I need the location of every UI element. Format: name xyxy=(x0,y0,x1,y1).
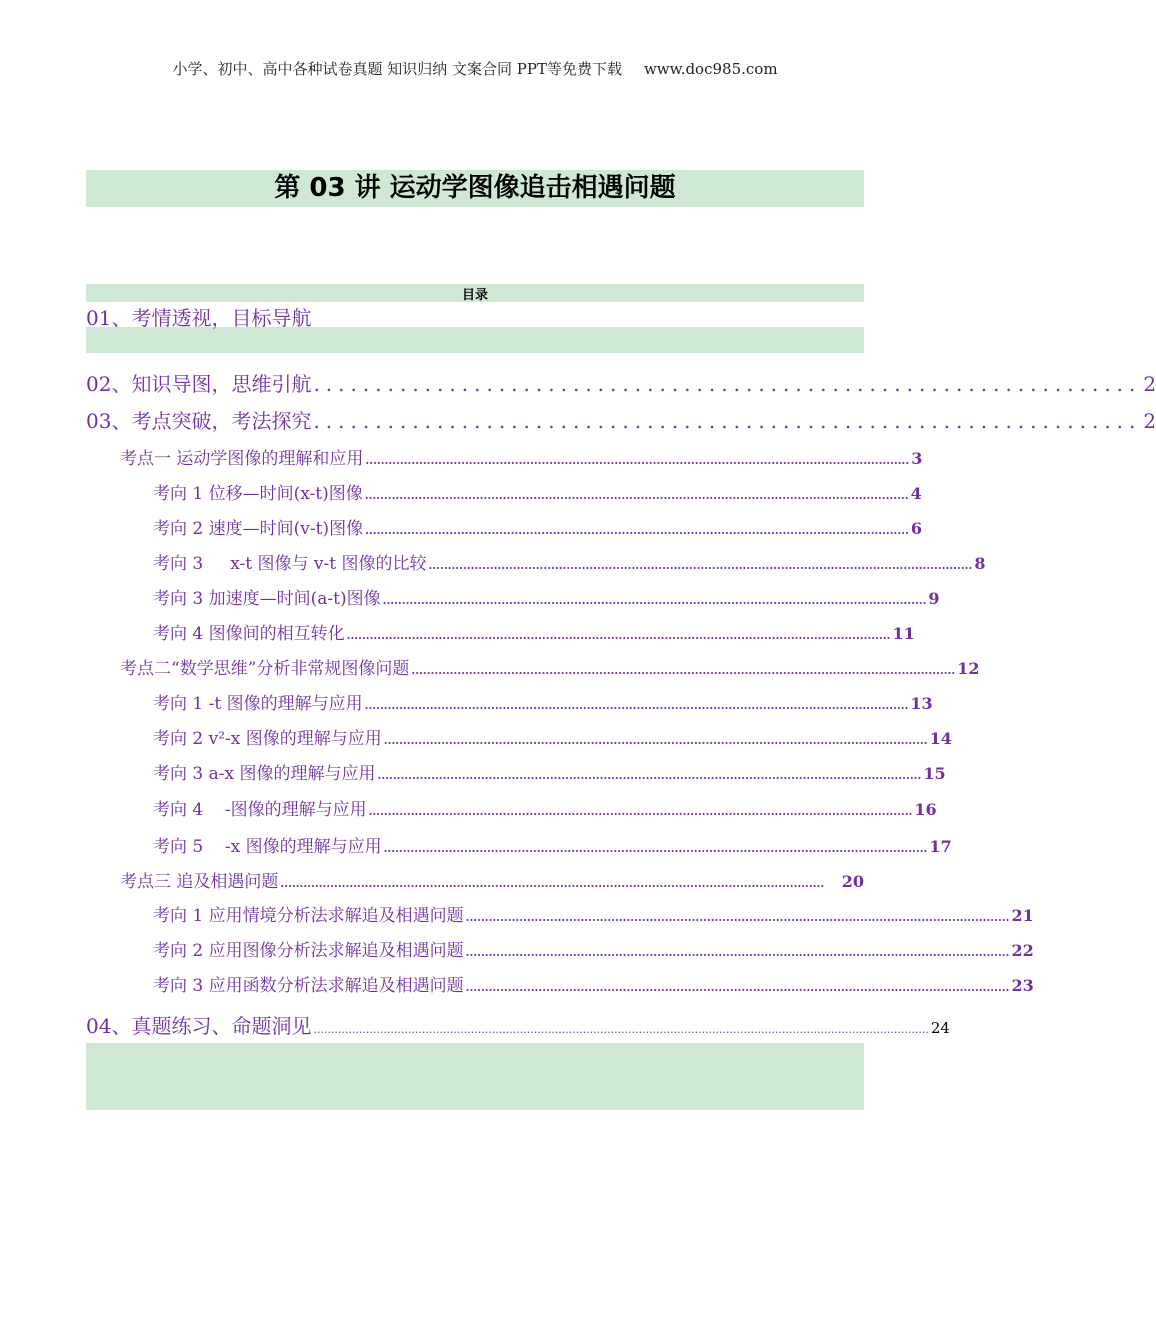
toc-leader-dots: ................................................................... xyxy=(313,409,1142,433)
toc-entry-label: 考向 1 应用情境分析法求解追及相遇问题 xyxy=(153,906,464,926)
toc-entry-kaoxiang[interactable] xyxy=(153,795,937,820)
toc-entry-label: 考向 2 应用图像分析法求解追及相遇问题 xyxy=(153,941,464,961)
toc-entry-page: 8 xyxy=(974,554,986,573)
toc-entry-kaoxiang[interactable] xyxy=(153,514,923,539)
page-header xyxy=(0,58,950,79)
toc-entry-label: 考向 5 -x 图像的理解与应用 xyxy=(153,837,382,857)
toc-entry-label: 考向 1 位移—时间(x-t)图像 xyxy=(153,484,363,504)
toc-entry-04[interactable] xyxy=(86,1010,950,1039)
toc-entry-02[interactable] xyxy=(86,368,1156,397)
toc-entry-kaoxiang[interactable] xyxy=(153,619,915,644)
toc-entry-kaoxiang[interactable] xyxy=(153,584,940,609)
toc-entry-page: 20 xyxy=(841,872,864,891)
toc-entry-kaoxiang[interactable] xyxy=(153,724,952,749)
toc-leader-dots: .............................................................................................................................................. xyxy=(465,946,1010,959)
toc-entry-page: 24 xyxy=(930,1019,950,1037)
toc-entry-kaoxiang[interactable] xyxy=(153,901,1034,926)
toc-entry-kaoxiang[interactable] xyxy=(153,759,946,784)
toc-leader-dots: ................................................................... xyxy=(313,372,1142,396)
toc-entry-03[interactable] xyxy=(86,405,1156,434)
toc-entry-page: 23 xyxy=(1011,976,1034,995)
toc-entry-page: 12 xyxy=(957,659,980,678)
toc-leader-dots: .............................................................................................................................................. xyxy=(346,629,891,642)
toc-entry-page: 6 xyxy=(910,519,923,538)
toc-entry-page: 16 xyxy=(914,800,937,819)
toc-entry-kaoxiang[interactable] xyxy=(153,971,1034,996)
toc-entry-label: 考向 2 v²-x 图像的理解与应用 xyxy=(153,729,382,749)
toc-leader-dots: .............................................................................................................................................. xyxy=(382,594,927,607)
toc-entry-kaoxiang[interactable] xyxy=(153,832,952,857)
toc-leader-dots: .............................................................................................................................................. xyxy=(280,877,825,890)
header-url[interactable]: www.doc985.com xyxy=(643,60,778,78)
toc-entry-label: 考向 2 速度—时间(v-t)图像 xyxy=(153,519,364,539)
toc-entry-kaoxiang[interactable] xyxy=(153,479,922,504)
toc-entry-page: 13 xyxy=(910,694,933,713)
toc-heading-band xyxy=(86,284,864,302)
toc-entry-label: 考点二“数学思维”分析非常规图像问题 xyxy=(120,659,410,679)
toc-entry-page: 2 xyxy=(1143,372,1156,396)
toc-entry-page: 9 xyxy=(928,589,940,608)
header-text: 小学、初中、高中各种试卷真题 知识归纳 文案合同 PPT等免费下载 xyxy=(172,60,622,78)
toc-leader-dots: .............................................................................................................................................. xyxy=(364,699,909,712)
toc-entry-label: 考点三 追及相遇问题 xyxy=(120,872,279,892)
toc-leader-dots: .............................................................................................................................................. xyxy=(365,454,910,467)
toc-entry-label: 考向 3 x-t 图像与 v-t 图像的比较 xyxy=(153,554,427,574)
toc-entry-kaoxiang[interactable] xyxy=(153,549,986,574)
toc-leader-dots: .............................................................................................................................................. xyxy=(428,559,973,572)
toc-entry-01[interactable]: 01、考情透视，目标导航 xyxy=(86,306,312,330)
toc-leader-dots: .............................................................................................................................................. xyxy=(383,734,928,747)
toc-heading: 目录 xyxy=(461,288,488,303)
toc-entry-label: 考向 3 应用函数分析法求解追及相遇问题 xyxy=(153,976,464,996)
toc-leader-dots: .............................................................................................................................................. xyxy=(411,664,956,677)
title-band xyxy=(86,170,864,207)
toc-entry-label: 考向 4 图像间的相互转化 xyxy=(153,624,345,644)
toc-entry-page: 15 xyxy=(923,764,946,783)
toc-entry-kaoxiang[interactable] xyxy=(153,936,1034,961)
document-title: 第 03 讲 运动学图像追击相遇问题 xyxy=(274,173,676,203)
toc-entry-label: 考向 1 -t 图像的理解与应用 xyxy=(153,694,363,714)
toc-entry-kaoxiang[interactable] xyxy=(153,689,933,714)
toc-entry-page: 3 xyxy=(911,449,923,468)
toc-entry-label: 考向 3 a-x 图像的理解与应用 xyxy=(153,764,376,784)
toc-entry-label: 考向 4 -图像的理解与应用 xyxy=(153,800,367,820)
toc-entry-label: 考点一 运动学图像的理解和应用 xyxy=(120,449,364,469)
bottom-band xyxy=(86,1043,864,1110)
toc-entry-page: 11 xyxy=(892,624,915,643)
toc-entry-page: 22 xyxy=(1011,941,1034,960)
toc-leader-dots: ................................................................................................................................................................................ xyxy=(313,1023,929,1036)
toc-entry-kaodian-3[interactable] xyxy=(120,867,864,892)
toc-entry-label: 03、考点突破，考法探究 xyxy=(86,409,312,433)
toc-entry-label: 考向 3 加速度—时间(a-t)图像 xyxy=(153,589,381,609)
toc-entry-kaodian-2[interactable] xyxy=(120,654,980,679)
toc-leader-dots: .............................................................................................................................................. xyxy=(365,524,909,537)
toc-leader-dots: .............................................................................................................................................. xyxy=(377,769,922,782)
toc-leader-dots: .............................................................................................................................................. xyxy=(364,489,909,502)
toc-entry-page: 4 xyxy=(910,484,922,503)
toc-entry-page: 21 xyxy=(1011,906,1034,925)
toc-entry-page: 14 xyxy=(929,729,952,748)
toc-leader-dots: .............................................................................................................................................. xyxy=(383,842,928,855)
toc-entry-label: 02、知识导图，思维引航 xyxy=(86,372,312,396)
toc-leader-dots: .............................................................................................................................................. xyxy=(368,805,913,818)
toc-entry-page: 17 xyxy=(929,837,952,856)
toc-entry-kaodian-1[interactable] xyxy=(120,444,923,469)
toc-entry-label: 04、真题练习、命题洞见 xyxy=(86,1014,312,1038)
toc-entry-page: 2 xyxy=(1143,409,1156,433)
toc-leader-dots: .............................................................................................................................................. xyxy=(465,981,1010,994)
toc-leader-dots: .............................................................................................................................................. xyxy=(465,911,1010,924)
